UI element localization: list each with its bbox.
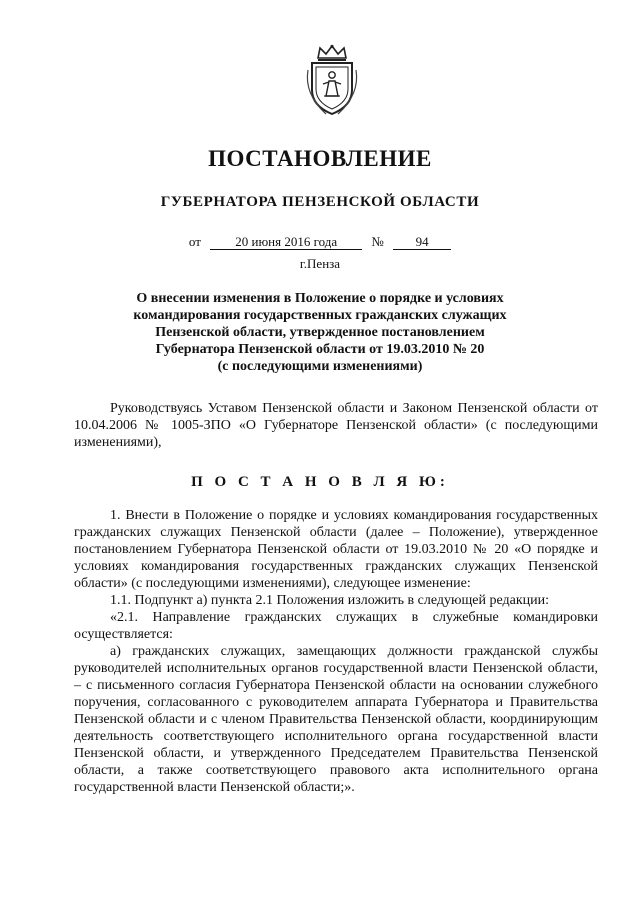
document-number: 94	[393, 235, 451, 250]
subitem-a-paragraph: а) гражданских служащих, замещающих должности гражданской службы руководителей исполнительных органов государственной власти Пензенской области, – с письменного согласия Губернатора Пензенской области на основании служебного поручения, согласованного с руководителем аппарата Губернатора и Правительства Пензенской области и с членом Правительства Пензенской области, координирующим деятельность соответствующего исполнительного органа государственной власти Пензенской области, и утвержденного Председателем Правительства Пензенской области, а также соответствующего правового акта исполнительного органа государственной власти Пензенской области;».	[74, 644, 598, 795]
preamble-section	[74, 400, 598, 451]
coat-of-arms-icon	[302, 44, 362, 116]
city-label: г.Пенза	[299, 256, 341, 271]
item-1-paragraph: 1. Внести в Положение о порядке и условиях командирования государственных гражданских служащих Пензенской области (далее – Положение), утвержденное постановлением Губернатора Пензенской области от 19.03.2010 № 20 «О порядке и условиях командирования государственных гражданских служащих Пензенской области» (с последующими изменениями), следующее изменение:	[74, 508, 598, 591]
date-prefix: от	[188, 234, 201, 249]
document-title: ПОСТАНОВЛЕНИЕ	[208, 146, 432, 171]
issuer-subtitle: ГУБЕРНАТОРА ПЕНЗЕНСКОЙ ОБЛАСТИ	[160, 194, 480, 210]
heading-line: Губернатора Пензенской области от 19.03.2010 № 20	[155, 342, 485, 357]
heading-line: О внесении изменения в Положение о порядке и условиях	[136, 291, 504, 306]
preamble-paragraph: Руководствуясь Уставом Пензенской области и Законом Пензенской области от 10.04.2006 № 1005-ЗПО «О Губернаторе Пензенской области» (с последующими изменениями),	[74, 401, 598, 450]
date-number-line	[0, 234, 640, 250]
heading-line: Пензенской области, утвержденное постановлением	[155, 325, 485, 340]
heading-line: командирования государственных гражданских служащих	[133, 308, 507, 323]
quote-2-1-paragraph: «2.1. Направление гражданских служащих в служебные командировки осуществляется:	[74, 610, 598, 642]
document-date: 20 июня 2016 года	[210, 235, 362, 250]
decree-body	[74, 507, 598, 796]
heading-line: (с последующими изменениями)	[217, 359, 423, 374]
item-1-1-paragraph: 1.1. Подпункт а) пункта 2.1 Положения изложить в следующей редакции:	[110, 593, 549, 608]
decree-word: П О С Т А Н О В Л Я Ю:	[191, 474, 449, 490]
number-sign: №	[371, 234, 384, 249]
document-heading	[110, 290, 530, 375]
